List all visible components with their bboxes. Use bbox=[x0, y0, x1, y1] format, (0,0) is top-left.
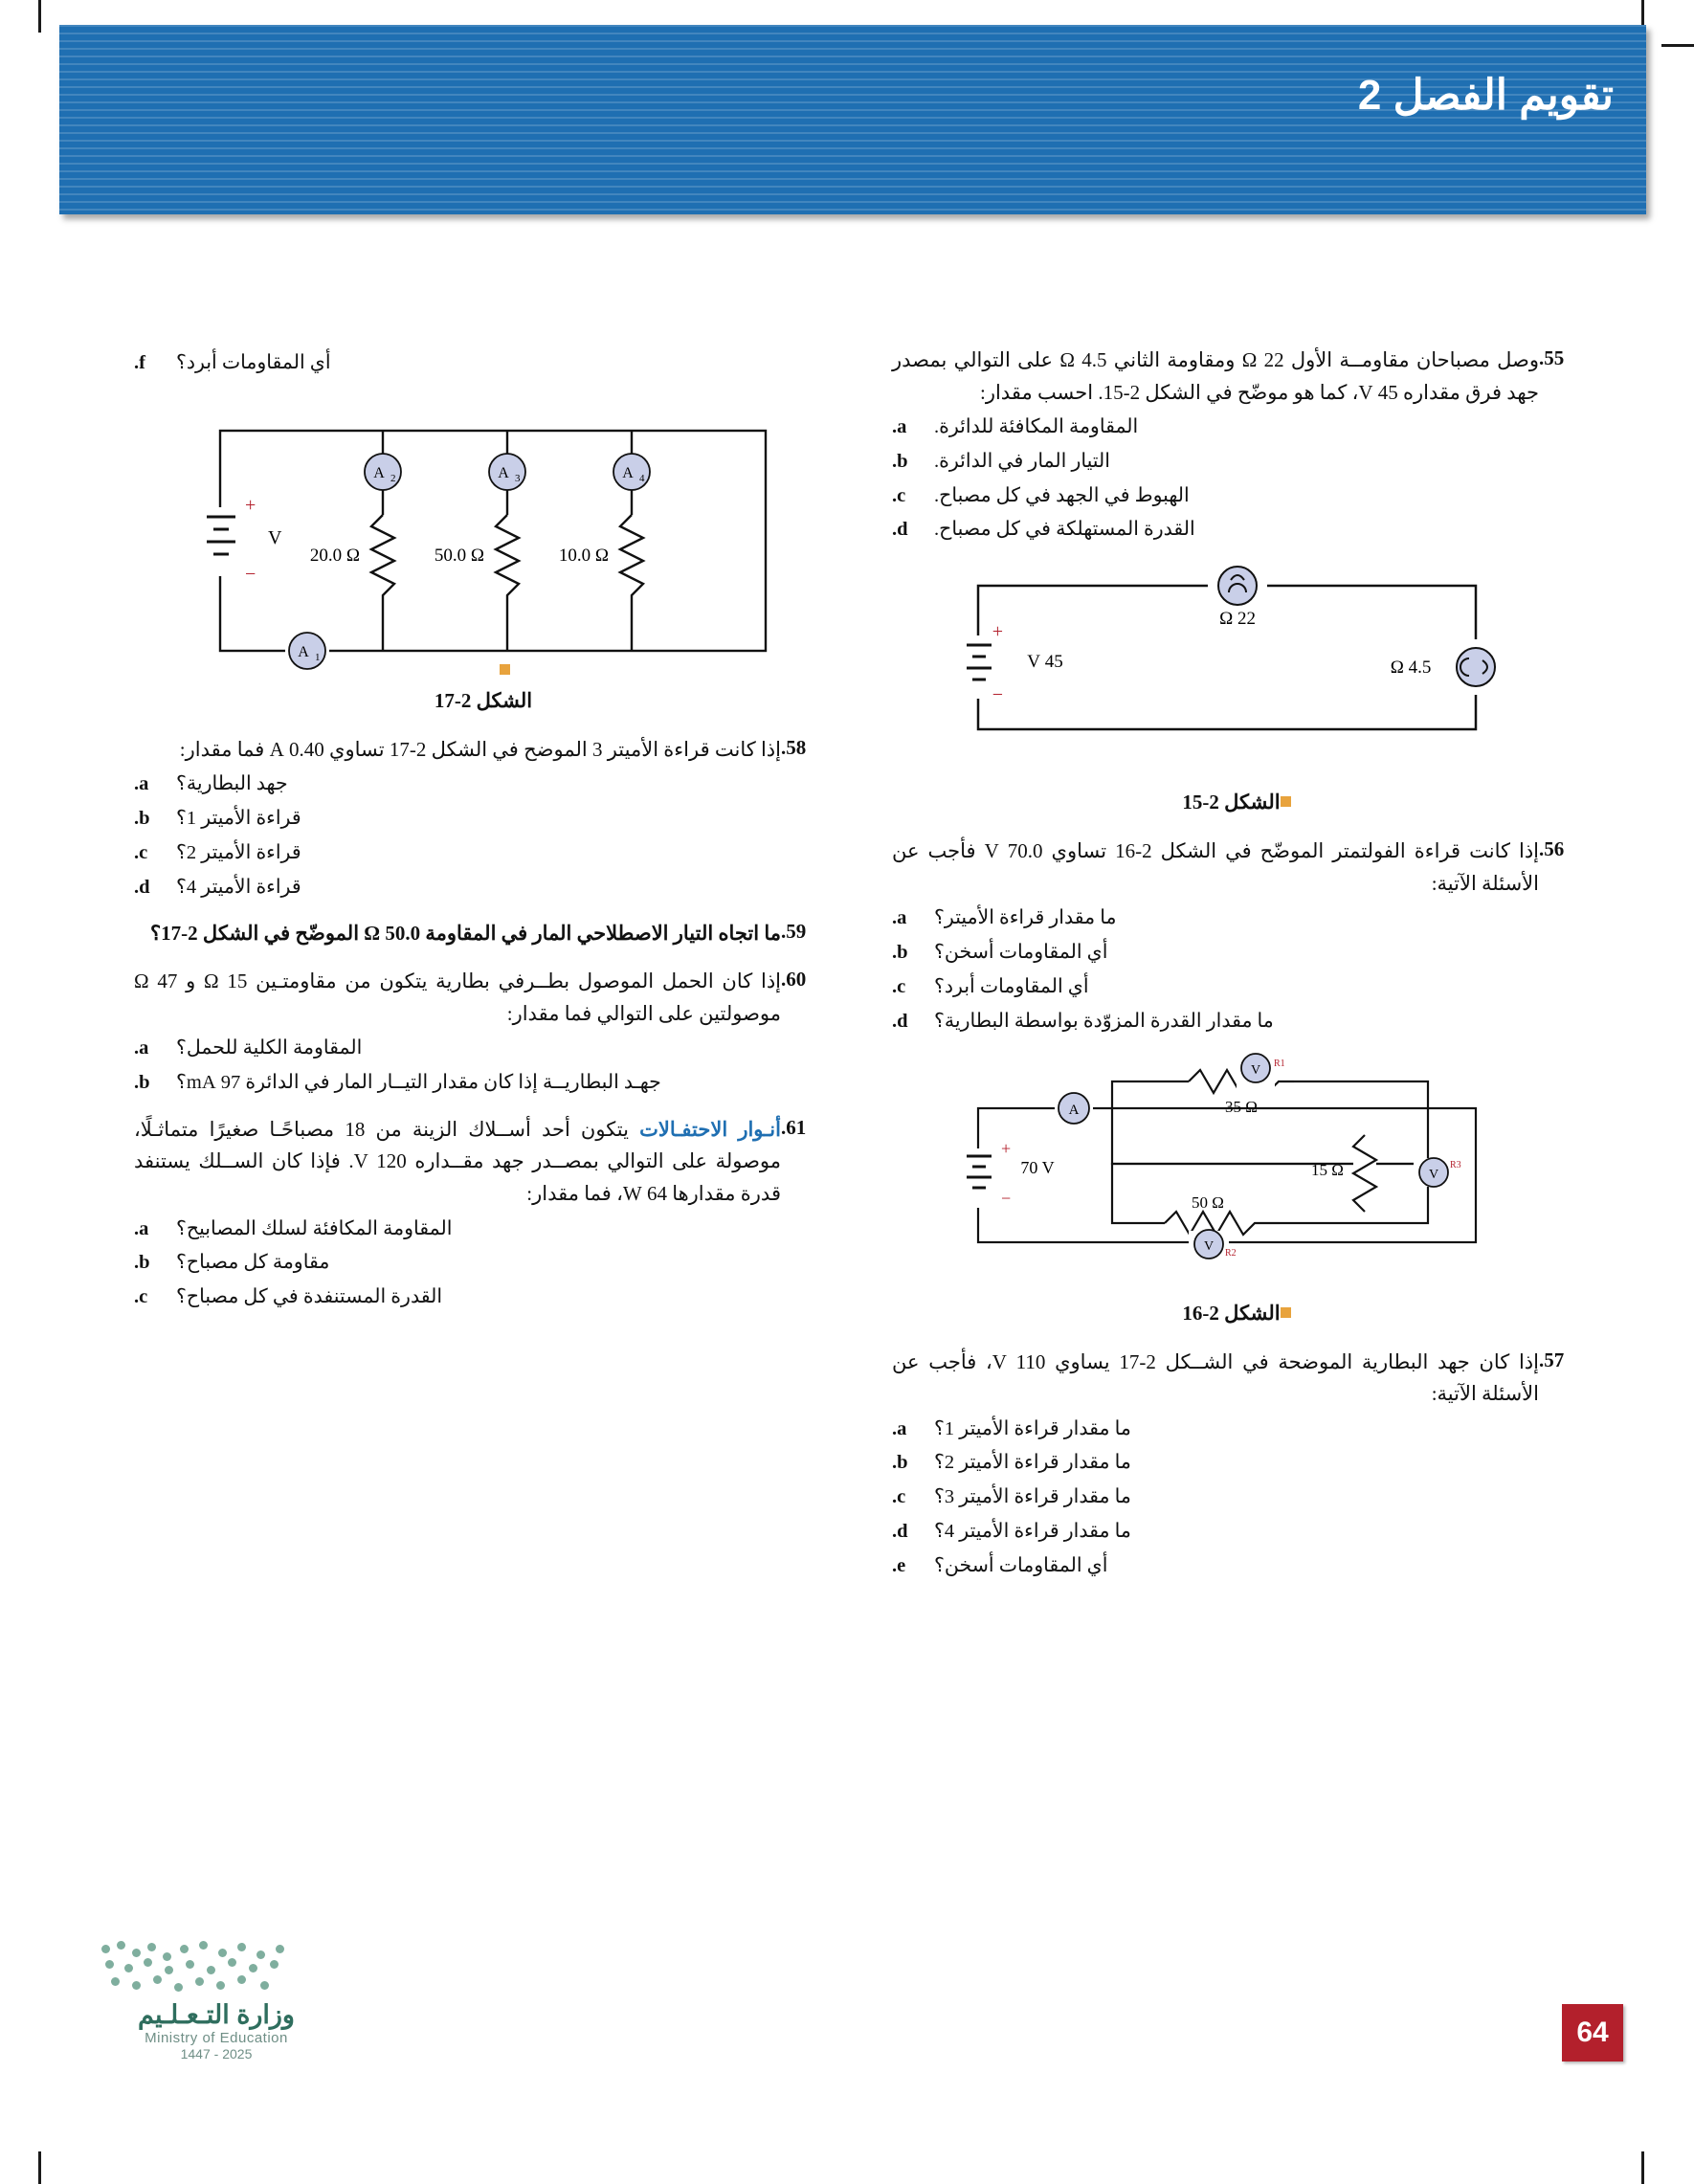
sub-item-a bbox=[134, 1215, 781, 1245]
page-title: تقويم الفصل 2 bbox=[1357, 72, 1614, 119]
sub-item-d bbox=[892, 1007, 1539, 1037]
sub-item-b bbox=[892, 447, 1539, 478]
sub-item-text: أي المقاومات أسخن؟ bbox=[934, 1554, 1108, 1576]
sub-item-text: مقاومة كل مصباح؟ bbox=[176, 1252, 330, 1274]
sub-item-label: b. bbox=[892, 1452, 908, 1474]
question-number: 59. bbox=[781, 920, 807, 944]
question-text-wrapper bbox=[134, 1114, 781, 1211]
ammeter-a4-sub: 4 bbox=[639, 472, 645, 484]
orange-square-icon bbox=[500, 664, 510, 675]
sub-item-c bbox=[134, 1282, 781, 1313]
resistor-20-label: 20.0 Ω bbox=[309, 545, 360, 566]
sub-item-text: ما مقدار قراءة الأميتر 4؟ bbox=[934, 1520, 1131, 1542]
question-number: 58. bbox=[781, 735, 807, 759]
lamp1-resistance: 22 Ω bbox=[1219, 609, 1256, 630]
battery-voltage: 45 V bbox=[1027, 652, 1063, 673]
sub-item-label: a. bbox=[892, 907, 907, 929]
question-57 bbox=[892, 1347, 1591, 1582]
sub-item-label: c. bbox=[134, 841, 148, 863]
right-column bbox=[892, 345, 1591, 1597]
question-60 bbox=[134, 966, 833, 1099]
resistor-50-label: 50 Ω bbox=[1192, 1192, 1224, 1212]
question-text: إذا كانت قراءة الأميتر 3 الموضح في الشكل 2-17 تساوي 0.40 A فما مقدار: bbox=[179, 737, 781, 761]
sub-item-text: القدرة المستنفدة في كل مصباح؟ bbox=[176, 1286, 443, 1308]
sub-item-label: b. bbox=[134, 808, 150, 830]
sub-item-b bbox=[134, 1068, 781, 1099]
question-61 bbox=[134, 1114, 833, 1313]
figure-caption-text: الشكل 2-16 bbox=[1182, 1301, 1281, 1325]
sub-item-label: b. bbox=[134, 1252, 150, 1274]
question-text: إذا كان جهد البطارية الموضحة في الشــكل 2-17 يساوي 110 V، فأجب عن الأسئلة الآتية: bbox=[892, 1349, 1539, 1406]
battery-minus-sign: − bbox=[245, 563, 256, 585]
figure-2-16 bbox=[892, 1053, 1591, 1292]
battery-plus-sign: + bbox=[992, 621, 1003, 643]
sub-item-text: أي المقاومات أسخن؟ bbox=[934, 942, 1108, 964]
sub-item-label: b. bbox=[892, 450, 908, 472]
question-number: 57. bbox=[1539, 1348, 1565, 1371]
crop-mark-bottom-right bbox=[1641, 2151, 1644, 2184]
orange-square-icon bbox=[1281, 1307, 1291, 1318]
sub-item-b bbox=[892, 938, 1539, 969]
question-number: 61. bbox=[781, 1115, 807, 1139]
question-text: إذا كان الحمل الموصول بطــرفي بطارية يتكون من مقاومتـين 15 Ω و 47 Ω موصولتين على التوالي فما مقدار: bbox=[134, 969, 782, 1025]
voltmeter-vr3-label: V bbox=[1428, 1167, 1439, 1182]
ministry-year: 2025 - 1447 bbox=[180, 2046, 253, 2061]
sub-item-label: d. bbox=[134, 876, 150, 898]
sub-item-label: b. bbox=[892, 942, 908, 964]
crop-mark-top-right-horizontal bbox=[1661, 44, 1694, 47]
figure-2-15 bbox=[892, 561, 1591, 781]
figure-caption-text: الشكل 2-15 bbox=[1182, 791, 1281, 814]
resistor-50-label: 50.0 Ω bbox=[434, 545, 484, 566]
sub-item-label: e. bbox=[892, 1554, 906, 1576]
sub-item-text: قراءة الأميتر 4؟ bbox=[176, 876, 301, 898]
sub-item-b bbox=[134, 1248, 781, 1279]
ammeter-a3-label: A bbox=[498, 464, 509, 481]
sub-item-text: أي المقاومات أبرد؟ bbox=[176, 352, 331, 373]
resistor-15-label: 15 Ω bbox=[1311, 1160, 1344, 1179]
page-number-badge: 64 bbox=[1562, 2004, 1623, 2061]
sub-item-b bbox=[892, 1448, 1539, 1479]
ministry-logo bbox=[92, 1939, 341, 2061]
ministry-name-english: Ministry of Education bbox=[145, 2030, 288, 2046]
question-text: إذا كانت قراءة الفولتمتر الموضّح في الشكل 2-16 تساوي 70.0 V فأجب عن الأسئلة الآتية: bbox=[892, 839, 1539, 895]
highlighted-term: أنـوار الاحتفـالات bbox=[639, 1117, 781, 1141]
sub-item-text: المقاومة المكافئة لسلك المصابيح؟ bbox=[176, 1217, 453, 1239]
sub-item-text: القدرة المستهلكة في كل مصباح. bbox=[934, 519, 1195, 541]
sub-item-label: d. bbox=[892, 1010, 908, 1032]
question-number: 60. bbox=[781, 968, 807, 992]
sub-item-label: c. bbox=[892, 1486, 906, 1508]
resistor-35-label: 35 Ω bbox=[1225, 1097, 1258, 1116]
ammeter-a4-label: A bbox=[622, 464, 634, 481]
sub-item-c bbox=[892, 1482, 1539, 1513]
sub-item-a bbox=[134, 769, 781, 800]
sub-item-label: a. bbox=[134, 773, 149, 795]
logo-dot-pattern bbox=[92, 1939, 341, 1998]
sub-item-a bbox=[892, 1415, 1539, 1445]
question-59 bbox=[134, 918, 833, 950]
sub-item-label: a. bbox=[134, 1217, 149, 1239]
crop-mark-top-left bbox=[38, 0, 41, 33]
sub-item-e bbox=[892, 1551, 1539, 1582]
sub-item-b bbox=[134, 804, 781, 835]
sub-item-text: جهـد البطاريــة إذا كان مقدار التيــار المار في الدائرة 97 mA؟ bbox=[176, 1071, 661, 1093]
sub-item-label: b. bbox=[134, 1071, 150, 1093]
sub-item-d bbox=[892, 1517, 1539, 1548]
sub-item-a bbox=[892, 903, 1539, 934]
sub-item-c bbox=[892, 972, 1539, 1003]
sub-item-c bbox=[134, 838, 781, 869]
figure-2-17-caption bbox=[134, 689, 833, 713]
battery-minus-sign: − bbox=[992, 684, 1003, 706]
ministry-name-arabic: وزارة التـعـلـيم bbox=[138, 2000, 295, 2029]
sub-item-label: a. bbox=[892, 416, 907, 438]
question-text: ما اتجاه التيار الاصطلاحي المار في المقاومة 50.0 Ω الموضّح في الشكل 2-17؟ bbox=[150, 922, 781, 946]
ammeter-a2-label: A bbox=[373, 464, 385, 481]
voltmeter-vr2-sub: R2 bbox=[1225, 1247, 1237, 1259]
sub-item-text: المقاومة المكافئة للدائرة. bbox=[934, 416, 1139, 438]
sub-item-text: أي المقاومات أبرد؟ bbox=[934, 975, 1089, 997]
sub-item-label: c. bbox=[892, 484, 906, 506]
sub-item-label: a. bbox=[134, 1037, 149, 1059]
ammeter-a1-sub: 1 bbox=[315, 651, 321, 663]
sub-item-label: f. bbox=[134, 352, 145, 373]
question-text: يتكون أحد أســلاك الزينة من 18 مصباحًـا صغيرًا متماثـلًا، موصولة على التوالي بمصــدر جهد مقــداره 120 V. فإذا كان الســلك يستنفد قدرة مقدارها 64 W، فما مقدار: bbox=[134, 1117, 782, 1205]
chapter-header-band bbox=[59, 25, 1646, 214]
sub-item-label: c. bbox=[134, 1286, 148, 1308]
voltmeter-vr1-label: V bbox=[1250, 1062, 1261, 1078]
battery-plus-sign: + bbox=[1001, 1138, 1012, 1158]
sub-item-text: التيار المار في الدائرة. bbox=[934, 450, 1110, 472]
sub-item-text: ما مقدار قراءة الأميتر؟ bbox=[934, 907, 1117, 929]
sub-item-d bbox=[134, 873, 781, 903]
figure-2-16-caption bbox=[892, 1302, 1591, 1326]
lamp2-resistance: 4.5 Ω bbox=[1390, 657, 1432, 679]
sub-item-text: قراءة الأميتر 2؟ bbox=[176, 841, 301, 863]
ammeter-a2-sub: 2 bbox=[390, 472, 396, 484]
orange-square-icon bbox=[1281, 796, 1291, 807]
sub-item-label: c. bbox=[892, 975, 906, 997]
sub-item-text: الهبوط في الجهد في كل مصباح. bbox=[934, 484, 1190, 506]
sub-item-label: d. bbox=[892, 1520, 908, 1542]
ammeter-a1-label: A bbox=[298, 643, 309, 660]
question-number: 55. bbox=[1539, 346, 1565, 369]
sub-item-text: المقاومة الكلية للحمل؟ bbox=[176, 1037, 363, 1059]
sub-item-text: ما مقدار قراءة الأميتر 2؟ bbox=[934, 1452, 1131, 1474]
question-number: 56. bbox=[1539, 837, 1565, 861]
battery-voltage: 70 V bbox=[1020, 1157, 1055, 1177]
battery-voltage-label: V bbox=[268, 526, 282, 548]
voltmeter-vr2-label: V bbox=[1203, 1238, 1215, 1254]
question-58 bbox=[134, 734, 833, 903]
ammeter-label: A bbox=[1068, 1102, 1080, 1118]
figure-2-17 bbox=[134, 392, 833, 680]
sub-item-c bbox=[892, 481, 1539, 512]
figure-2-15-caption bbox=[892, 791, 1591, 814]
ammeter-a3-sub: 3 bbox=[515, 472, 521, 484]
sub-item-f bbox=[134, 348, 833, 379]
sub-item-text: ما مقدار القدرة المزوّدة بواسطة البطارية؟ bbox=[934, 1010, 1274, 1032]
battery-plus-sign: + bbox=[245, 494, 256, 516]
sub-item-label: d. bbox=[892, 519, 908, 541]
sub-item-text: جهد البطارية؟ bbox=[176, 773, 288, 795]
sub-item-a bbox=[892, 412, 1539, 443]
sub-item-text: ما مقدار قراءة الأميتر 3؟ bbox=[934, 1486, 1131, 1508]
left-column bbox=[134, 345, 833, 1328]
crop-mark-bottom-left bbox=[38, 2151, 41, 2184]
question-55 bbox=[892, 345, 1591, 546]
resistor-10-label: 10.0 Ω bbox=[558, 545, 609, 566]
sub-item-a bbox=[134, 1034, 781, 1064]
voltmeter-vr1-sub: R1 bbox=[1274, 1058, 1285, 1069]
question-56 bbox=[892, 836, 1591, 1036]
sub-item-text: ما مقدار قراءة الأميتر 1؟ bbox=[934, 1417, 1131, 1439]
sub-item-text: قراءة الأميتر 1؟ bbox=[176, 808, 301, 830]
sub-item-label: a. bbox=[892, 1417, 907, 1439]
voltmeter-vr3-sub: R3 bbox=[1450, 1159, 1461, 1170]
sub-item-d bbox=[892, 515, 1539, 546]
battery-minus-sign: − bbox=[1001, 1188, 1012, 1208]
figure-caption-text: الشكل 2-17 bbox=[434, 688, 533, 712]
question-text: وصل مصباحان مقاومــة الأول 22 Ω ومقاومة الثاني 4.5 Ω على التوالي بمصدر جهد فرق مقداره 45 V، كما هو موضّح في الشكل 2-15. احسب مقدار: bbox=[892, 348, 1540, 404]
